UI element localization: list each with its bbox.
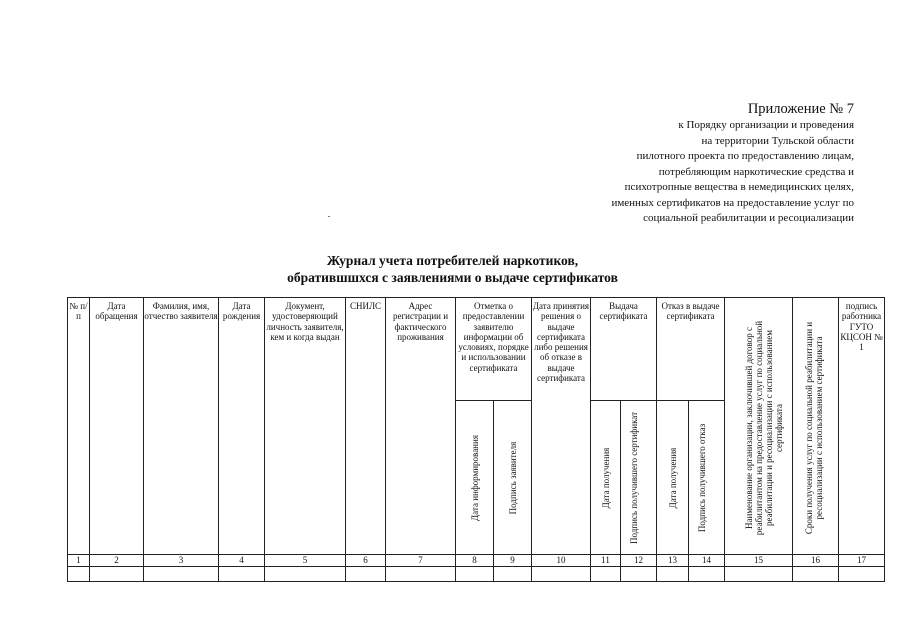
column-number: 5 [265,555,346,567]
appendix-line: именных сертификатов на предоставление услуг по [611,196,854,209]
recipient-sign-label: Подпись получившего сертификат [628,411,639,545]
column-number: 7 [386,555,456,567]
col-header-info-date [456,401,494,555]
appendix-line: на территории Тульской области [701,134,854,147]
col-header-date-request: Дата обращения [90,298,144,555]
column-number: 10 [532,555,591,567]
table-cell [793,567,839,582]
table-cell [265,567,346,582]
column-number: 4 [219,555,265,567]
col-header-receipt-date [591,401,621,555]
appendix-line: психотропные вещества в немедицинских целях, [624,181,854,193]
column-number: 16 [793,555,839,567]
col-header-info-mark: Отметка о предоставлении заявителю информации об условиях, порядке и использовании сертификата [456,298,532,401]
table-cell [90,567,144,582]
refusal-receipt-date-label: Дата получения [667,447,678,509]
table-row [68,567,885,582]
column-number: 13 [657,555,689,567]
col-header-refusal-sign [689,401,725,555]
table-cell [725,567,793,582]
column-number: 2 [90,555,144,567]
col-header-refusal: Отказ в выдаче сертификата [657,298,725,401]
table-cell [657,567,689,582]
col-header-organization [725,298,793,555]
col-header-num: № п/п [68,298,90,555]
table-cell [839,567,885,582]
column-number: 3 [144,555,219,567]
column-number: 14 [689,555,725,567]
refusal-sign-label: Подпись получившего отказ [696,423,707,533]
service-terms-label: Сроки получения услуг по социальной реабилитации и ресоциализации с использованием сертификата [803,321,824,535]
table-cell [494,567,532,582]
table-cell [532,567,591,582]
col-header-worker-sign: подпись работника ГУТО КЦСОН № 1 [839,298,885,555]
column-number: 9 [494,555,532,567]
column-number: 12 [621,555,657,567]
receipt-date-label: Дата получения [600,447,611,509]
appendix-header [454,100,854,227]
col-header-service-terms [793,298,839,555]
column-number: 15 [725,555,793,567]
table-cell [386,567,456,582]
column-number: 11 [591,555,621,567]
column-number: 1 [68,555,90,567]
info-date-label: Дата информирования [469,435,480,521]
col-header-decision-date: Дата принятия решения о выдаче сертификата либо решения об отказе в выдаче сертификата [532,298,591,555]
table-cell [456,567,494,582]
col-header-refusal-receipt-date [657,401,689,555]
appendix-title: Приложение № 7 [747,101,854,117]
scan-speck [328,216,330,217]
journal-title-line-1: Журнал учета потребителей наркотиков, [326,253,579,268]
journal-title-line-2: обратившшхся с заявлениями о выдаче сертификатов [287,270,618,285]
col-header-applicant-sign [494,401,532,555]
table-cell [346,567,386,582]
col-header-issuance: Выдача сертификата [591,298,657,401]
table-cell [621,567,657,582]
column-number: 17 [839,555,885,567]
organization-label: Наименование организации, заключившей договор с реабилитантом на предоставление услуг по социальной реабилитации и ресоциализации с использованием сертификата [743,320,784,536]
journal-table [67,297,885,582]
column-number: 8 [456,555,494,567]
appendix-line: пилотного проекта по предоставлению лицам, [636,150,854,162]
col-header-snils: СНИЛС [346,298,386,555]
table-cell [689,567,725,582]
col-header-full-name: Фамилия, имя, отчество заявителя [144,298,219,555]
col-header-recipient-sign [621,401,657,555]
journal-title [0,252,905,286]
appendix-line: потребляющим наркотические средства и [658,165,854,178]
table-cell [68,567,90,582]
applicant-sign-label: Подпись заявителя [507,441,518,515]
column-number: 6 [346,555,386,567]
appendix-line: к Порядку организации и проведения [678,119,854,131]
column-number-row [68,555,885,567]
col-header-id-document: Документ, удостоверяющий личность заявителя, кем и когда выдан [265,298,346,555]
table-cell [144,567,219,582]
col-header-address: Адрес регистрации и фактического проживания [386,298,456,555]
appendix-line: социальной реабилитации и ресоциализации [643,212,854,224]
table-cell [219,567,265,582]
col-header-birth-date: Дата рождения [219,298,265,555]
table-cell [591,567,621,582]
